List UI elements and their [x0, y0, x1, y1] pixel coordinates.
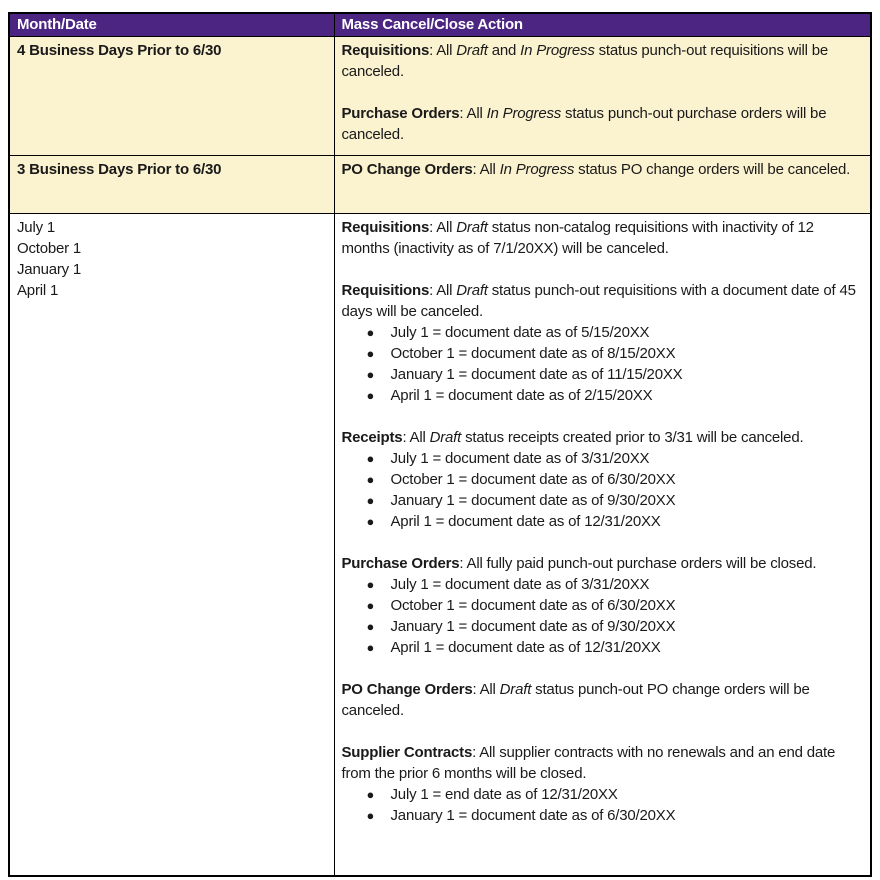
- action-block: [342, 217, 864, 259]
- action-label: Supplier Contracts: [341, 744, 473, 761]
- action-label: PO Change Orders: [341, 681, 473, 698]
- action-paragraph: [342, 280, 864, 322]
- bullet-text: October 1 = document date as of 6/30/20XX: [390, 597, 676, 614]
- bullet-icon: ●: [366, 493, 375, 508]
- action-label: PO Change Orders: [341, 161, 473, 178]
- bullet-text: January 1 = document date as of 11/15/20XX: [390, 366, 683, 383]
- action-cell: [334, 214, 871, 876]
- action-paragraph: [342, 159, 864, 180]
- bullet-item: [367, 322, 864, 343]
- action-label: Requisitions: [341, 42, 430, 59]
- action-text: In Progress: [499, 161, 575, 178]
- bullet-text: October 1 = document date as of 8/15/20XX: [390, 345, 676, 362]
- bullet-item: [367, 595, 864, 616]
- action-text: : All: [459, 105, 487, 122]
- bullet-icon: ●: [366, 577, 375, 592]
- action-text: : All: [429, 42, 457, 59]
- bullet-item: [367, 490, 864, 511]
- action-text: : All: [472, 681, 500, 698]
- action-text: Draft: [456, 282, 488, 299]
- month-date-line: October 1: [17, 240, 82, 257]
- action-text: : All: [402, 429, 430, 446]
- action-paragraph: [342, 217, 864, 259]
- bullet-item: [367, 385, 864, 406]
- bullet-icon: ●: [366, 346, 375, 361]
- bullet-text: January 1 = document date as of 9/30/20XX: [390, 618, 676, 635]
- mass-cancel-close-table: [8, 12, 872, 877]
- action-text: status punch-out requisitions with a document date of 45 days will be canceled.: [341, 282, 856, 320]
- action-text: status punch-out requisitions will be canceled.: [341, 42, 829, 80]
- month-date-cell: [9, 214, 334, 876]
- action-paragraph: [342, 679, 864, 721]
- action-text: status non-catalog requisitions with inactivity of 12 months (inactivity as of 7/1/20XX) will be canceled.: [341, 219, 814, 257]
- bullet-list: [342, 448, 864, 532]
- action-text: In Progress: [486, 105, 562, 122]
- action-text: : All: [429, 282, 457, 299]
- bullet-text: July 1 = document date as of 3/31/20XX: [390, 576, 650, 593]
- action-block: [342, 679, 864, 721]
- action-text: status punch-out PO change orders will be canceled.: [341, 681, 810, 719]
- bullet-item: [367, 616, 864, 637]
- bullet-item: [367, 511, 864, 532]
- action-text: Draft: [456, 42, 488, 59]
- bullet-text: October 1 = document date as of 6/30/20XX: [390, 471, 676, 488]
- bullet-item: [367, 448, 864, 469]
- bullet-icon: ●: [366, 808, 375, 823]
- action-block: [342, 427, 864, 532]
- bullet-icon: ●: [366, 514, 375, 529]
- table-row: [9, 214, 871, 876]
- action-text: : All: [429, 219, 457, 236]
- bullet-text: July 1 = document date as of 3/31/20XX: [390, 450, 650, 467]
- action-block: [342, 742, 864, 826]
- bullet-text: April 1 = document date as of 12/31/20XX: [390, 639, 661, 656]
- action-label: Requisitions: [341, 219, 430, 236]
- table-row: [9, 156, 871, 214]
- bullet-item: [367, 637, 864, 658]
- column-header-mass-cancel-close-action: Mass Cancel/Close Action: [334, 13, 871, 37]
- bullet-icon: ●: [366, 787, 375, 802]
- action-text: In Progress: [520, 42, 595, 59]
- column-header-month-date: Month/Date: [9, 13, 334, 37]
- bullet-icon: ●: [366, 325, 375, 340]
- bullet-text: July 1 = end date as of 12/31/20XX: [390, 786, 618, 803]
- action-paragraph: [342, 427, 864, 448]
- bullet-list: [342, 574, 864, 658]
- bullet-text: July 1 = document date as of 5/15/20XX: [390, 324, 650, 341]
- action-paragraph: [342, 553, 864, 574]
- action-block: [342, 159, 864, 180]
- month-date-cell: [9, 156, 334, 214]
- action-paragraph: [342, 103, 864, 145]
- action-cell: [334, 156, 871, 214]
- action-label: Requisitions: [341, 282, 430, 299]
- bullet-item: [367, 805, 864, 826]
- action-paragraph: [342, 742, 864, 784]
- bullet-list: [342, 322, 864, 406]
- bullet-item: [367, 574, 864, 595]
- bullet-text: April 1 = document date as of 2/15/20XX: [390, 387, 653, 404]
- action-text: and: [487, 42, 521, 59]
- action-cell: [334, 37, 871, 156]
- action-block: [342, 280, 864, 406]
- action-block: [342, 40, 864, 82]
- bullet-item: [367, 343, 864, 364]
- bullet-text: January 1 = document date as of 6/30/20XX: [390, 807, 676, 824]
- action-text: status receipts created prior to 3/31 will be canceled.: [461, 429, 804, 446]
- bullet-item: [367, 364, 864, 385]
- bullet-icon: ●: [366, 472, 375, 487]
- action-text: status punch-out purchase orders will be canceled.: [341, 105, 827, 143]
- action-block: [342, 103, 864, 145]
- table-header-row: [9, 13, 871, 37]
- month-date-line: April 1: [17, 282, 59, 299]
- action-text: : All: [472, 161, 500, 178]
- bullet-list: [342, 784, 864, 826]
- action-text: : All fully paid punch-out purchase orders will be closed.: [459, 555, 817, 572]
- bullet-text: January 1 = document date as of 9/30/20XX: [390, 492, 676, 509]
- action-paragraph: [342, 40, 864, 82]
- bullet-icon: ●: [366, 451, 375, 466]
- month-date-line: January 1: [17, 261, 82, 278]
- bullet-item: [367, 469, 864, 490]
- action-text: : All supplier contracts with no renewals and an end date from the prior 6 months will be closed.: [341, 744, 836, 782]
- bullet-icon: ●: [366, 388, 375, 403]
- action-text: Draft: [429, 429, 462, 446]
- bullet-text: April 1 = document date as of 12/31/20XX: [390, 513, 661, 530]
- action-text: Draft: [499, 681, 532, 698]
- action-label: Purchase Orders: [341, 105, 460, 122]
- month-date-line: July 1: [17, 219, 55, 236]
- action-text: status PO change orders will be canceled.: [574, 161, 851, 178]
- bullet-icon: ●: [366, 640, 375, 655]
- action-block: [342, 553, 864, 658]
- bullet-item: [367, 784, 864, 805]
- bullet-icon: ●: [366, 619, 375, 634]
- bullet-icon: ●: [366, 367, 375, 382]
- table-row: [9, 37, 871, 156]
- bullet-icon: ●: [366, 598, 375, 613]
- action-label: Receipts: [341, 429, 403, 446]
- action-text: Draft: [456, 219, 488, 236]
- month-date-line: 3 Business Days Prior to 6/30: [17, 161, 222, 178]
- action-label: Purchase Orders: [341, 555, 460, 572]
- month-date-line: 4 Business Days Prior to 6/30: [17, 42, 222, 59]
- month-date-cell: [9, 37, 334, 156]
